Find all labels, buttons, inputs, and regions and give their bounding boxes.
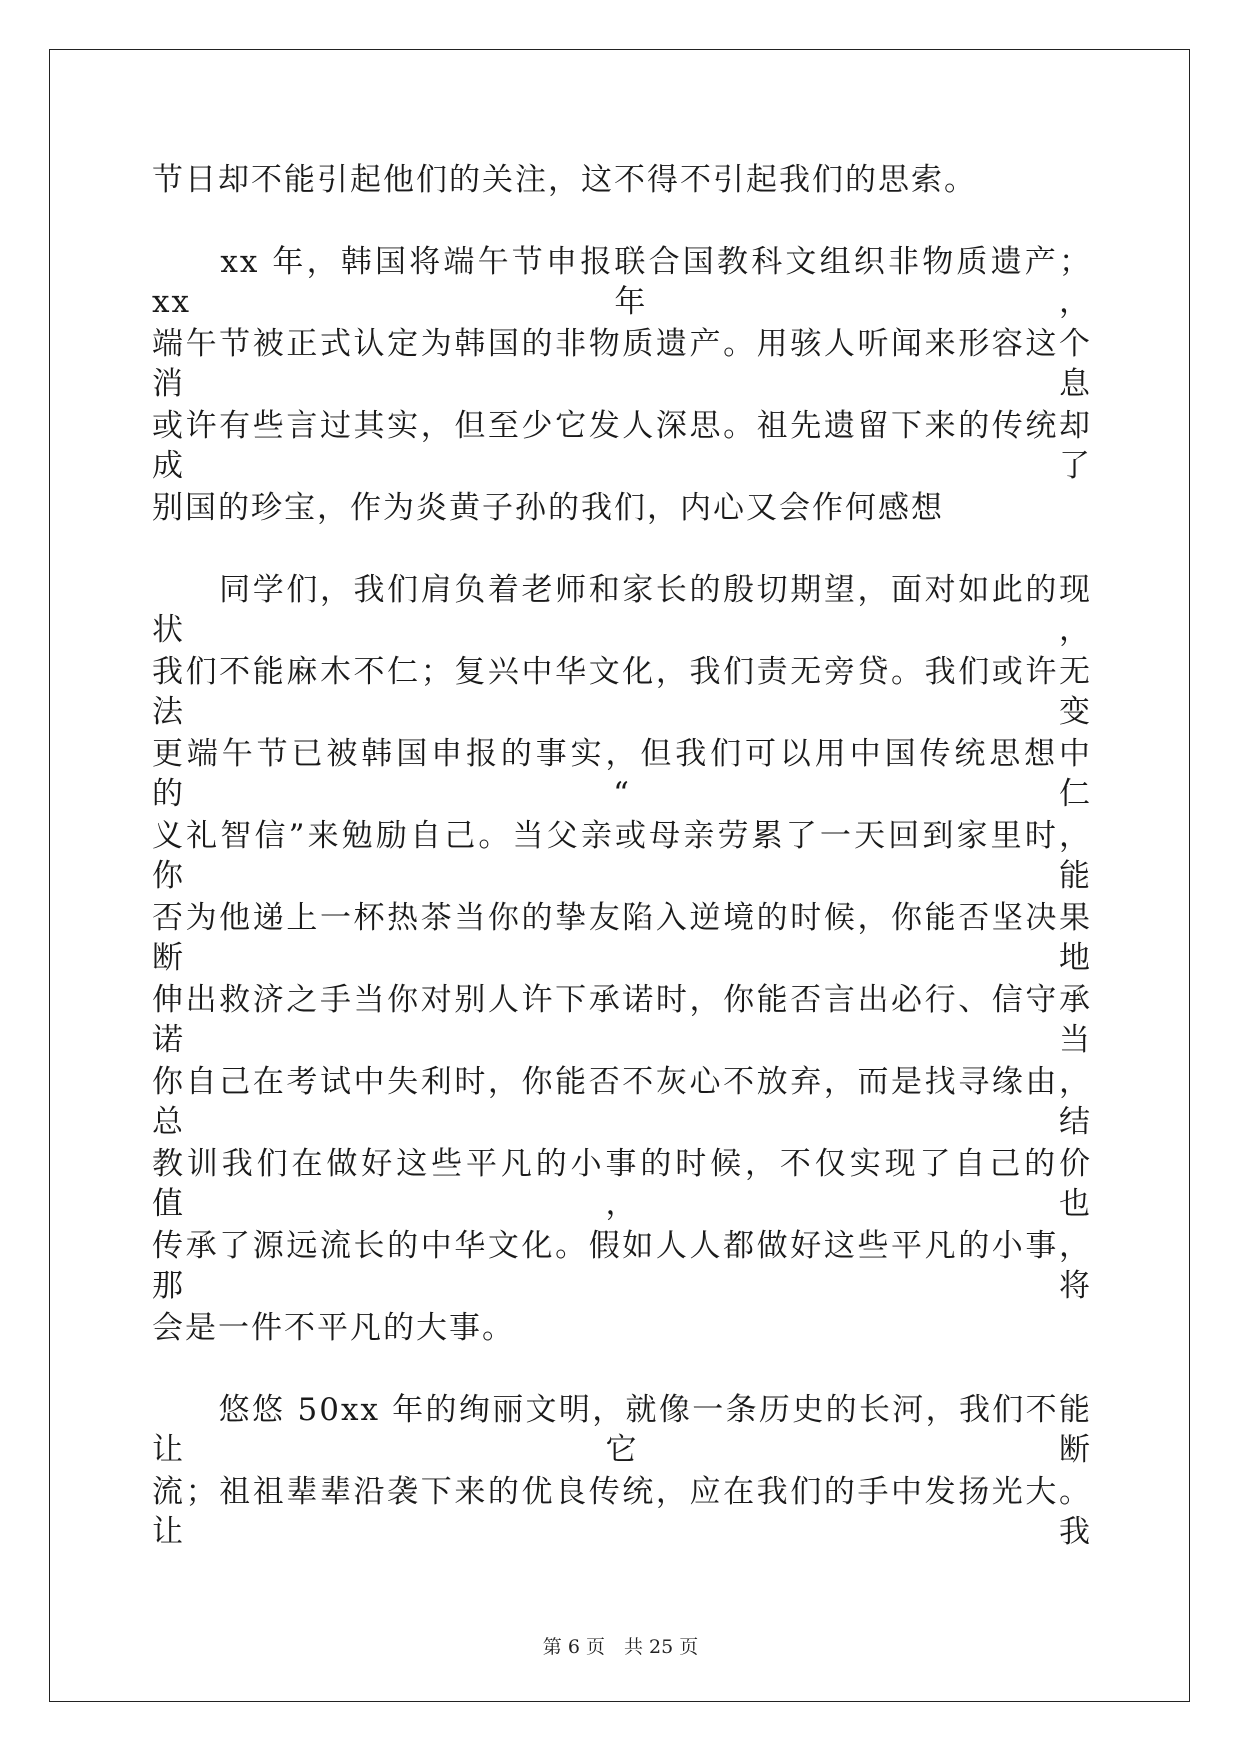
text-line-17: 流；祖祖辈辈沿袭下来的优良传统，应在我们的手中发扬光大。让我 [152,1474,1092,1550]
text-line-7: 我们不能麻木不仁；复兴中华文化，我们责无旁贷。我们或许无法变 [152,654,1092,730]
text-line-12: 你自己在考试中失利时，你能否不灰心不放弃，而是找寻缘由，总结 [152,1064,1092,1140]
page-number-footer: 第 6 页 共 25 页 [542,1636,699,1658]
text-line-9: 义礼智信”来勉励自己。当父亲或母亲劳累了一天回到家里时，你能 [152,818,1092,894]
text-line-2: xx 年，韩国将端午节申报联合国教科文组织非物质遗产；xx 年， [152,244,1092,320]
text-line-5: 别国的珍宝，作为炎黄子孙的我们，内心又会作何感想 [152,490,944,526]
text-line-3: 端午节被正式认定为韩国的非物质遗产。用骇人听闻来形容这个消息 [152,326,1092,402]
text-line-6: 同学们，我们肩负着老师和家长的殷切期望，面对如此的现状， [152,572,1092,648]
text-line-16: 悠悠 50xx 年的绚丽文明，就像一条历史的长河，我们不能让它断 [152,1392,1092,1468]
text-line-14: 传承了源远流长的中华文化。假如人人都做好这些平凡的小事，那将 [152,1228,1092,1304]
text-line-10: 否为他递上一杯热茶当你的挚友陷入逆境的时候，你能否坚决果断地 [152,900,1092,976]
document-body [152,160,1092,1554]
text-line-11: 伸出救济之手当你对别人许下承诺时，你能否言出必行、信守承诺当 [152,982,1092,1058]
text-line-1: 节日却不能引起他们的关注，这不得不引起我们的思索。 [152,162,977,198]
text-line-15: 会是一件不平凡的大事。 [152,1310,515,1346]
text-line-13: 教训我们在做好这些平凡的小事的时候，不仅实现了自己的价值，也 [152,1146,1092,1222]
text-line-4: 或许有些言过其实，但至少它发人深思。祖先遗留下来的传统却成了 [152,408,1092,484]
text-line-8: 更端午节已被韩国申报的事实，但我们可以用中国传统思想中的“仁 [152,736,1092,812]
